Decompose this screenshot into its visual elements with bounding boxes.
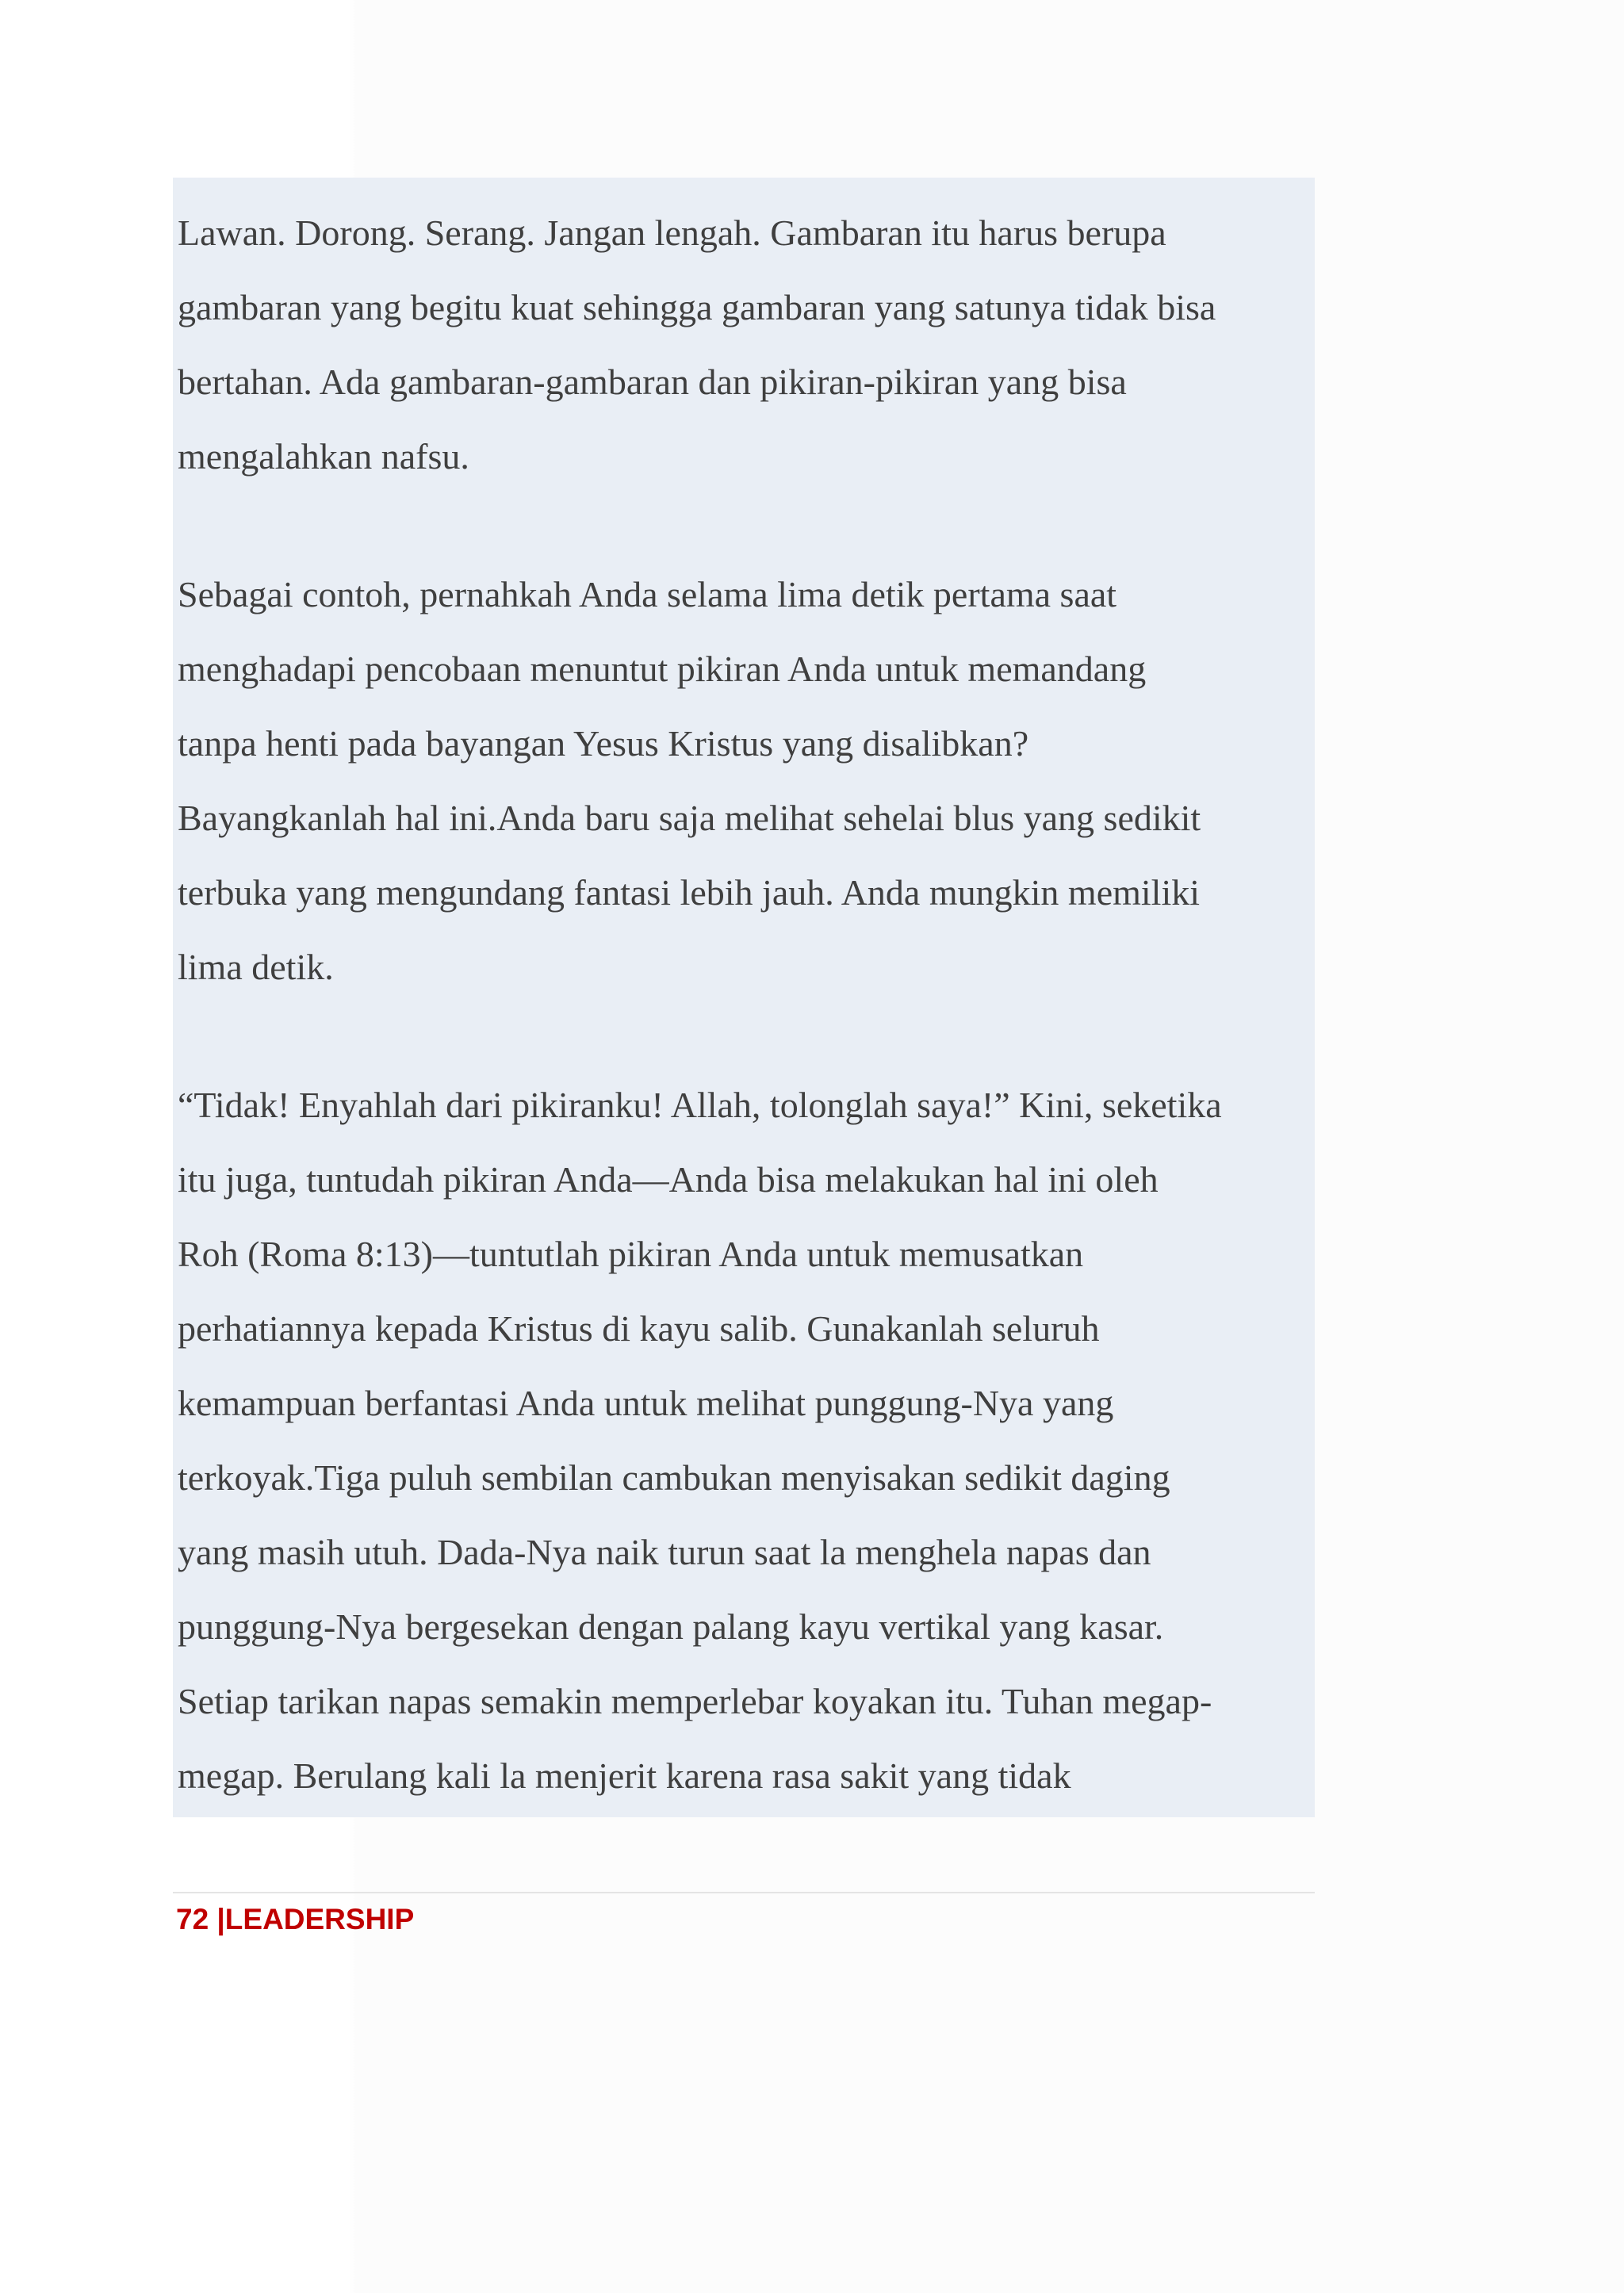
paragraph-3-line-2: itu juga, tuntudah pikiran Anda—Anda bisa melakukan hal ini oleh <box>178 1159 1159 1200</box>
paragraph-3-line-1: “Tidak! Enyahlah dari pikiranku! Allah, tolonglah saya!” Kini, seketika <box>178 1085 1222 1125</box>
paragraph-3-line-3: Roh (Roma 8:13)—tuntutlah pikiran Anda untuk memusatkan <box>178 1234 1084 1274</box>
paragraph-3-line-6: terkoyak.Tiga puluh sembilan cambukan menyisakan sedikit daging <box>178 1457 1170 1498</box>
paragraph-2-line-2: menghadapi pencobaan menuntut pikiran Anda untuk memandang <box>178 649 1147 689</box>
paragraph-1-line-4: mengalahkan nafsu. <box>178 436 469 477</box>
paragraph-3-line-7: yang masih utuh. Dada-Nya naik turun saat la menghela napas dan <box>178 1532 1151 1572</box>
paragraph-1-line-3: bertahan. Ada gambaran-gambaran dan pikiran-pikiran yang bisa <box>178 362 1127 402</box>
paragraph-3-line-5: kemampuan berfantasi Anda untuk melihat punggung-Nya yang <box>178 1383 1114 1423</box>
paragraph-2-line-5: terbuka yang mengundang fantasi lebih jauh. Anda mungkin memiliki <box>178 872 1201 913</box>
paragraph-2-line-6: lima detik. <box>178 947 334 987</box>
paragraph-2-line-1: Sebagai contoh, pernahkah Anda selama lima detik pertama saat <box>178 574 1117 614</box>
paragraph-1-line-2: gambaran yang begitu kuat sehingga gambaran yang satunya tidak bisa <box>178 287 1216 327</box>
paragraph-3-line-8: punggung-Nya bergesekan dengan palang kayu vertikal yang kasar. <box>178 1606 1164 1647</box>
footer-page-label: 72 |LEADERSHIP <box>176 1903 415 1935</box>
paragraph-3-line-9: Setiap tarikan napas semakin memperlebar koyakan itu. Tuhan megap- <box>178 1681 1212 1721</box>
highlighted-text-block <box>173 178 1315 1817</box>
paragraph-3-line-4: perhatiannya kepada Kristus di kayu salib. Gunakanlah seluruh <box>178 1308 1100 1349</box>
paragraph-2-line-4: Bayangkanlah hal ini.Anda baru saja melihat sehelai blus yang sedikit <box>178 798 1201 838</box>
paragraph-2-line-3: tanpa henti pada bayangan Yesus Kristus yang disalibkan? <box>178 723 1029 764</box>
paragraph-3-line-10: megap. Berulang kali la menjerit karena rasa sakit yang tidak <box>178 1755 1071 1796</box>
footer-divider <box>173 1892 1315 1893</box>
paragraph-1-line-1: Lawan. Dorong. Serang. Jangan lengah. Gambaran itu harus berupa <box>178 212 1166 253</box>
